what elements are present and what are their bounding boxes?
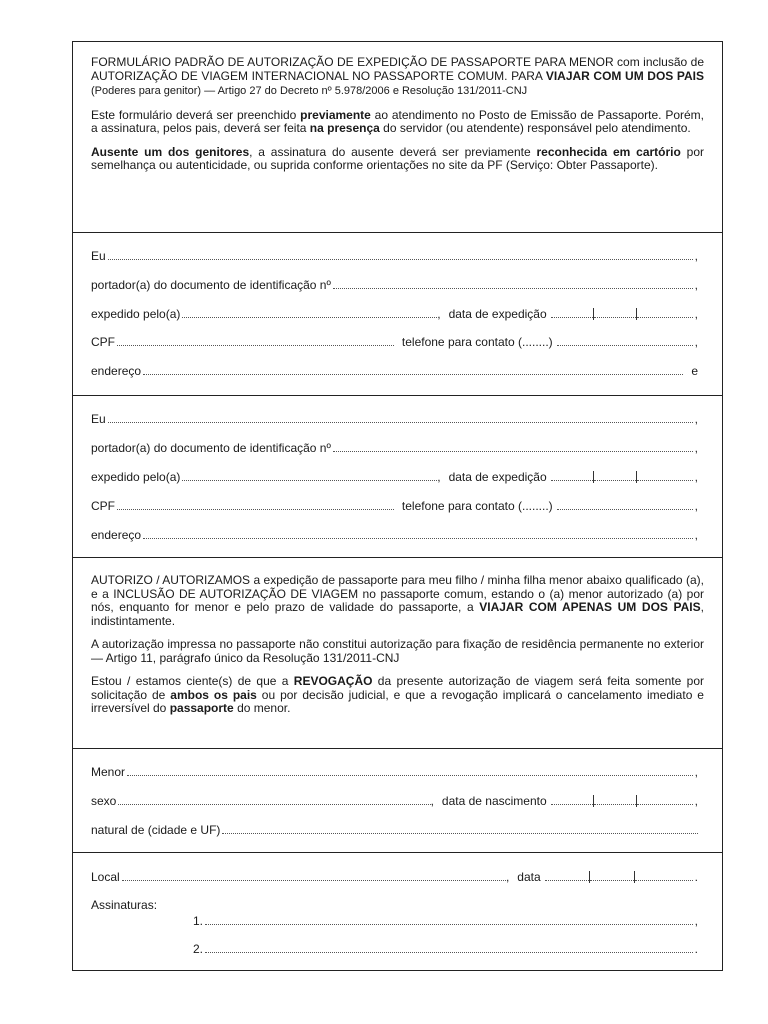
parent1-issuer-row: expedido pelo(a) , data de expedição ,: [91, 307, 698, 321]
signature2-row: 2. .: [193, 942, 698, 956]
parent2-doc-field[interactable]: [333, 451, 693, 452]
section-divider: [73, 395, 722, 396]
minor-sex-row: sexo , data de nascimento ,: [91, 794, 698, 808]
section-divider: [73, 748, 722, 749]
minor-sex-field[interactable]: [118, 804, 430, 805]
signature1-row: 1. ,: [193, 914, 698, 928]
parent2-issue-day[interactable]: [551, 480, 593, 481]
parent1-name-field[interactable]: [108, 259, 693, 260]
minor-birth-day[interactable]: [551, 804, 593, 805]
header-section: [73, 56, 722, 173]
parent1-doc-field[interactable]: [333, 288, 693, 289]
parent2-issuer-field[interactable]: [182, 480, 437, 481]
parent1-cpf-row: CPF telefone para contato (........) ,: [91, 335, 698, 349]
passport-authorization-form: [72, 41, 723, 971]
residence-note-paragraph: A autorização impressa no passaporte não constitui autorização para fixação de residência permanente no exterior — Artigo 11, parágrafo único da Resolução 131/2011-CNJ: [91, 637, 704, 665]
minor-birth-year[interactable]: [637, 804, 693, 805]
place-date-row: Local , data .: [91, 870, 698, 884]
parent1-phone-field[interactable]: [557, 345, 693, 346]
parent2-name-field[interactable]: [108, 422, 693, 423]
parent1-address-field[interactable]: [143, 374, 683, 375]
parent2-name-row: Eu ,: [91, 412, 698, 426]
parent2-address-row: endereço ,: [91, 528, 698, 542]
section-divider: [73, 852, 722, 853]
parent2-address-field[interactable]: [143, 538, 693, 539]
minor-birthplace-field[interactable]: [222, 833, 698, 834]
absent-parent-paragraph: Ausente um dos genitores, a assinatura do ausente deverá ser previamente reconhecida em cartório por semelhança ou autenticidade, ou suprida conforme orientações no site da PF (Serviço: Obter Passaporte).: [91, 144, 704, 172]
parent1-doc-row: portador(a) do documento de identificação nº ,: [91, 278, 698, 292]
sign-day[interactable]: [545, 880, 589, 881]
parent2-cpf-row: CPF telefone para contato (........) ,: [91, 499, 698, 513]
parent1-issue-year[interactable]: [637, 317, 693, 318]
parent2-cpf-field[interactable]: [117, 509, 394, 510]
signature2-field[interactable]: [205, 952, 693, 953]
parent1-issue-day[interactable]: [551, 317, 593, 318]
place-field[interactable]: [122, 880, 506, 881]
signatures-label: Assinaturas:: [91, 898, 158, 912]
section-divider: [73, 232, 722, 233]
sign-month[interactable]: [590, 880, 634, 881]
authorization-section: [73, 574, 722, 716]
revocation-paragraph: Estou / estamos ciente(s) de que a REVOGAÇÃO da presente autorização de viagem será feita somente por solicitação de ambos os pais ou por decisão judicial, e que a revogação implicará o cancelamento imediato e irreversível do passaporte do menor.: [91, 674, 704, 715]
signatures-label-row: [91, 898, 698, 912]
parent1-issue-month[interactable]: [594, 317, 636, 318]
sign-year[interactable]: [635, 880, 693, 881]
parent1-address-row: endereço e: [91, 364, 698, 378]
parent2-issuer-row: expedido pelo(a) , data de expedição ,: [91, 470, 698, 484]
section-divider: [73, 557, 722, 558]
parent2-issue-year[interactable]: [637, 480, 693, 481]
parent1-issuer-field[interactable]: [182, 317, 437, 318]
minor-name-field[interactable]: [127, 775, 693, 776]
parent1-cpf-field[interactable]: [117, 345, 394, 346]
parent2-doc-row: portador(a) do documento de identificação nº ,: [91, 441, 698, 455]
signature1-field[interactable]: [205, 924, 693, 925]
form-title: FORMULÁRIO PADRÃO DE AUTORIZAÇÃO DE EXPEDIÇÃO DE PASSAPORTE PARA MENOR com inclusão de AUTORIZAÇÃO DE VIAGEM INTERNACIONAL NO PASSAPORTE COMUM. PARA VIAJAR COM UM DOS PAIS (Poderes para genitor) — Artigo 27 do Decreto nº 5.978/2006 e Resolução 131/2011-CNJ: [91, 55, 704, 97]
parent2-phone-field[interactable]: [557, 509, 693, 510]
authorization-paragraph: AUTORIZO / AUTORIZAMOS a expedição de passaporte para meu filho / minha filha menor abaixo qualificado (a), e a INCLUSÃO DE AUTORIZAÇÃO DE VIAGEM no passaporte comum, estando o (a) menor autorizado (a) por nós, enquanto for menor e pelo prazo de validade do passaporte, a VIAJAR COM APENAS UM DOS PAIS, indistintamente.: [91, 573, 704, 628]
instructions-paragraph: Este formulário deverá ser preenchido previamente ao atendimento no Posto de Emissão de Passaporte. Porém, a assinatura, pelos pais, deverá ser feita na presença do servidor (ou atendente) responsável pelo atendimento.: [91, 107, 704, 135]
minor-birth-month[interactable]: [594, 804, 636, 805]
parent2-issue-month[interactable]: [594, 480, 636, 481]
parent1-name-row: Eu ,: [91, 249, 698, 263]
minor-name-row: Menor ,: [91, 765, 698, 779]
minor-birthplace-row: natural de (cidade e UF): [91, 823, 698, 837]
